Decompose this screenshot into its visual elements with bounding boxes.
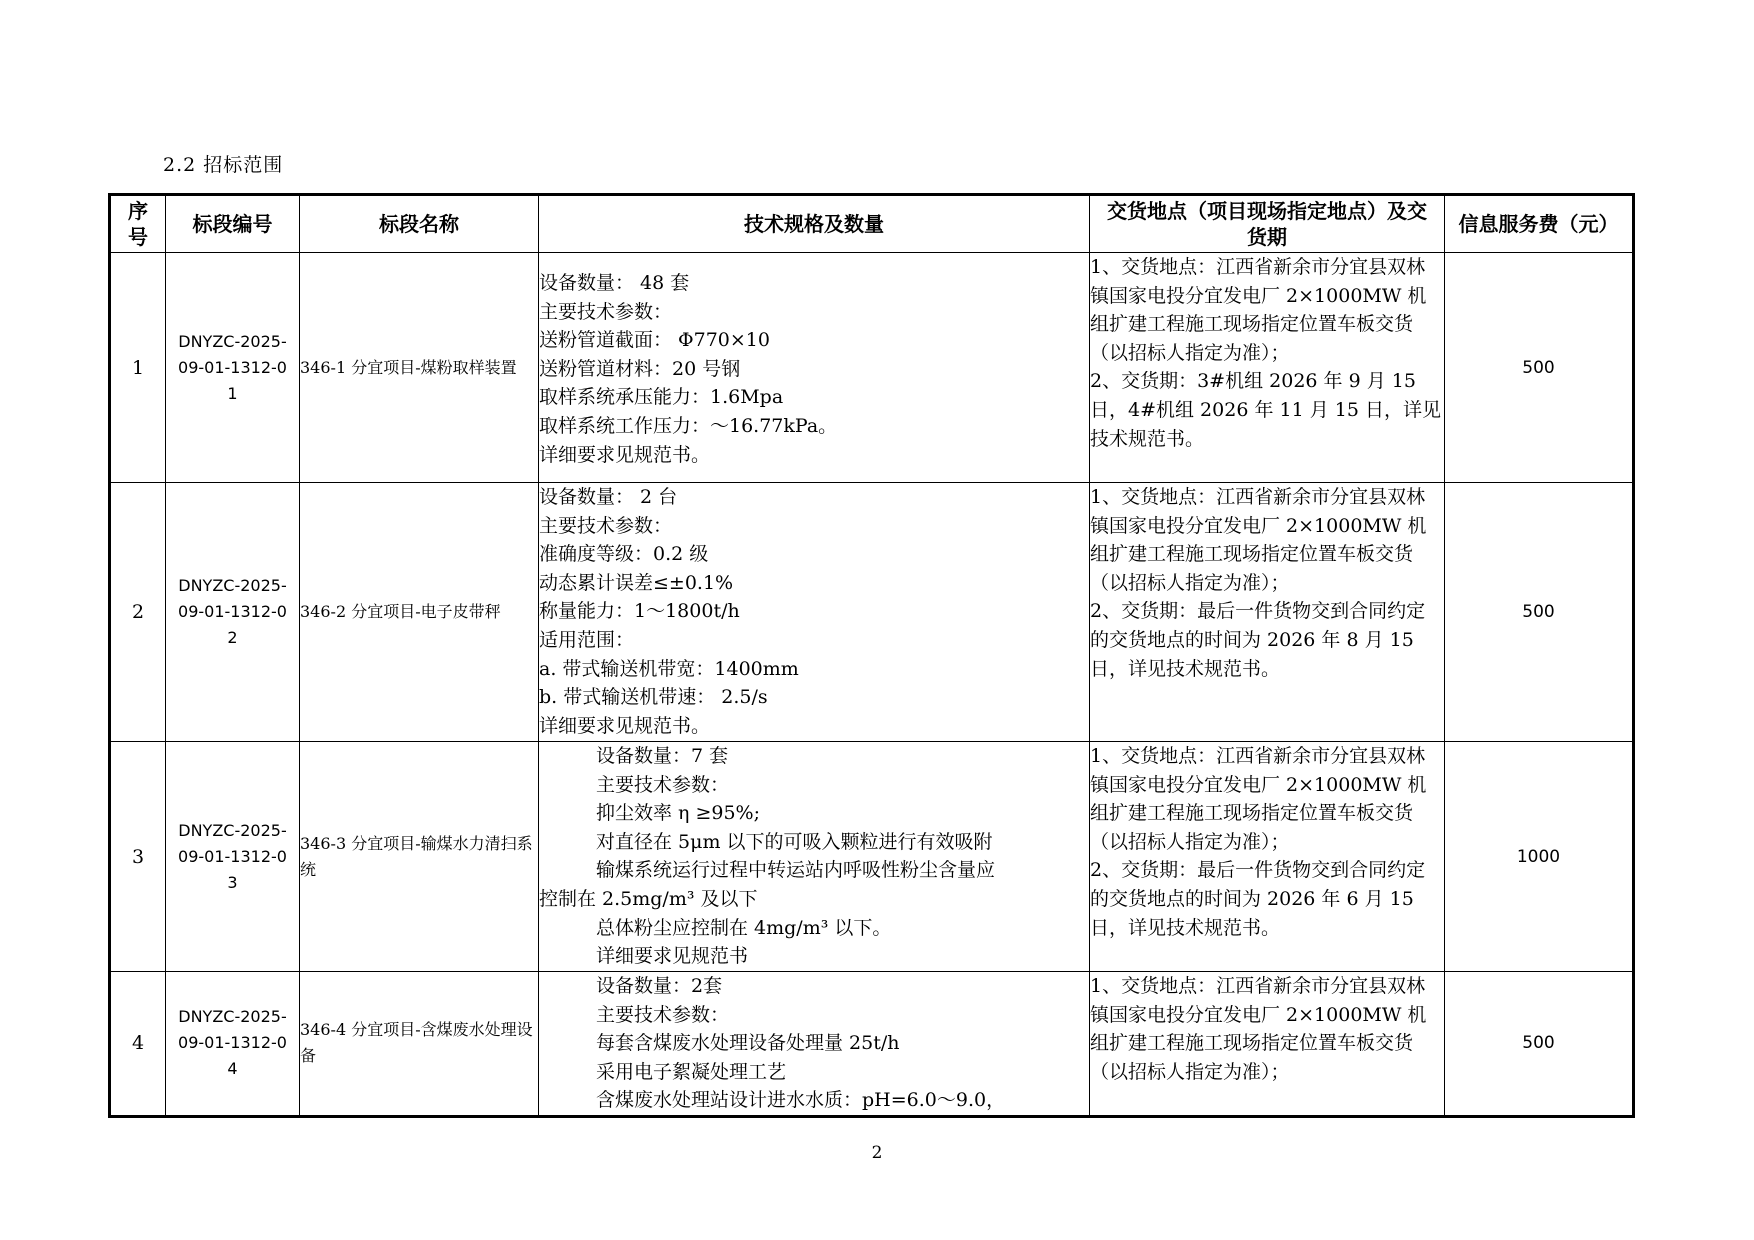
spec-line: 设备数量： 2 台: [539, 486, 678, 508]
row-fee: 1000: [1445, 742, 1634, 972]
spec-line: 送粉管道截面： Φ770×10: [539, 329, 770, 352]
spec-line: 称量能力：1～1800t/h: [539, 600, 740, 623]
spec-line: 取样系统工作压力：～16.77kPa。: [539, 414, 838, 437]
row-code: DNYZC-2025-09-01-1312-02: [166, 483, 300, 742]
table-row: [110, 483, 1634, 742]
table-header-row: [110, 195, 1634, 253]
header-seq: 序号: [110, 195, 166, 253]
row-code: DNYZC-2025-09-01-1312-03: [166, 742, 300, 972]
row-seq: 3: [110, 742, 166, 972]
table-row: [110, 972, 1634, 1117]
row-fee: 500: [1445, 483, 1634, 742]
table-row: [110, 742, 1634, 972]
spec-line: b. 带式输送机带速： 2.5/s: [539, 686, 768, 709]
row-name: 346-4 分宜项目-含煤废水处理设备: [300, 972, 539, 1117]
header-fee: 信息服务费（元）: [1445, 195, 1634, 253]
spec-line: 对直径在 5μm 以下的可吸入颗粒进行有效吸附: [596, 830, 993, 853]
spec-line: 动态累计误差≤±0.1%: [539, 571, 734, 594]
row-seq: 1: [110, 253, 166, 483]
row-spec: [539, 483, 1090, 742]
row-spec: [539, 253, 1090, 483]
header-name: 标段名称: [300, 195, 539, 253]
spec-line: 取样系统承压能力：1.6Mpa: [539, 386, 784, 409]
spec-line: 主要技术参数：: [596, 1003, 730, 1026]
table-row: [110, 253, 1634, 483]
spec-line: 设备数量： 48 套: [539, 272, 690, 294]
spec-line: 主要技术参数：: [539, 514, 673, 537]
spec-line: a. 带式输送机带宽：1400mm: [539, 657, 799, 680]
spec-line: 适用范围：: [539, 628, 635, 651]
row-seq: 4: [110, 972, 166, 1117]
row-name: 346-1 分宜项目-煤粉取样装置: [300, 253, 539, 483]
spec-line: 送粉管道材料：20 号钢: [539, 357, 741, 380]
section-title: 2.2 招标范围: [163, 154, 284, 176]
row-spec: [539, 972, 1090, 1117]
header-code: 标段编号: [166, 195, 300, 253]
spec-line: 详细要求见规范书。: [539, 443, 711, 466]
spec-line: 含煤废水处理站设计进水水质：pH=6.0～9.0，: [596, 1089, 1006, 1112]
spec-line: 主要技术参数：: [596, 773, 730, 796]
spec-line: 主要技术参数：: [539, 300, 673, 323]
row-name: 346-2 分宜项目-电子皮带秤: [300, 483, 539, 742]
spec-line: 输煤系统运行过程中转运站内呼吸性粉尘含量应: [596, 859, 996, 882]
row-location: 1、交货地点：江西省新余市分宜县双林镇国家电投分宜发电厂 2×1000MW 机组扩建工程施工现场指定位置车板交货（以招标人指定为准）； 2、交货期：最后一件货物交到合同约定的交货地点的时间为 2026 年 8 月 15 日，详见技术规范书。: [1090, 483, 1445, 742]
row-fee: 500: [1445, 972, 1634, 1117]
spec-line: 每套含煤废水处理设备处理量 25t/h: [596, 1032, 900, 1055]
spec-line: 采用电子絮凝处理工艺: [596, 1060, 787, 1083]
row-code: DNYZC-2025-09-01-1312-01: [166, 253, 300, 483]
row-code: DNYZC-2025-09-01-1312-04: [166, 972, 300, 1117]
row-location: 1、交货地点：江西省新余市分宜县双林镇国家电投分宜发电厂 2×1000MW 机组扩建工程施工现场指定位置车板交货（以招标人指定为准）； 2、交货期：最后一件货物交到合同约定的交货地点的时间为 2026 年 6 月 15 日，详见技术规范书。: [1090, 742, 1445, 972]
spec-line: 设备数量：7 套: [596, 745, 729, 767]
spec-line: 详细要求见规范书: [596, 945, 749, 968]
spec-line: 总体粉尘应控制在 4mg/m³ 以下。: [596, 916, 892, 939]
spec-line: 详细要求见规范书。: [539, 714, 711, 737]
row-name: 346-3 分宜项目-输煤水力清扫系统: [300, 742, 539, 972]
header-location: 交货地点（项目现场指定地点）及交货期: [1090, 195, 1445, 253]
spec-line: 控制在 2.5mg/m³ 及以下: [539, 887, 758, 910]
page-number: 2: [871, 1143, 883, 1163]
spec-line: 准确度等级：0.2 级: [539, 543, 709, 566]
row-location: 1、交货地点：江西省新余市分宜县双林镇国家电投分宜发电厂 2×1000MW 机组扩建工程施工现场指定位置车板交货（以招标人指定为准）；: [1090, 972, 1445, 1117]
bid-scope-table: [108, 193, 1635, 1118]
row-seq: 2: [110, 483, 166, 742]
row-fee: 500: [1445, 253, 1634, 483]
row-spec: [539, 742, 1090, 972]
spec-line: 抑尘效率 η ≥95%;: [596, 802, 761, 825]
header-spec: 技术规格及数量: [539, 195, 1090, 253]
row-location: 1、交货地点：江西省新余市分宜县双林镇国家电投分宜发电厂 2×1000MW 机组扩建工程施工现场指定位置车板交货（以招标人指定为准）； 2、交货期：3#机组 2026 年 9 月 15 日，4#机组 2026 年 11 月 15 日，详见技术规范书。: [1090, 253, 1445, 483]
spec-line: 设备数量：2套: [596, 975, 723, 997]
